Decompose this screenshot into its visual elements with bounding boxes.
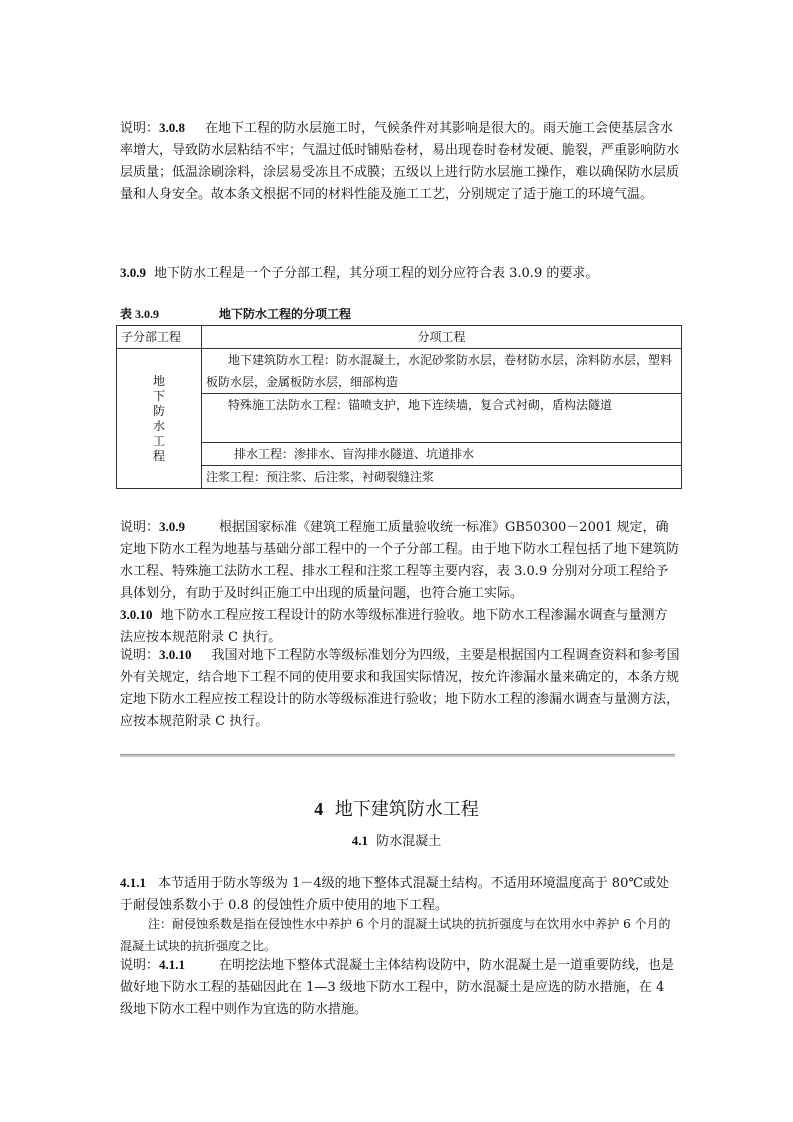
paragraph-3-0-9-explanation: 说明：3.0.9 根据国家标准《建筑工程施工质量验收统一标准》GB50300－2001 规定，确定地下防水工程为地基与基础分部工程中的一个子分部工程。由于地下防水工程包括了地下建筑防水工程、特殊施工法防水工程、排水工程和注浆工程等主要内容，表 3.0.9 分别对分项工程给予具体划分，有助于及时纠正施工中出现的质量问题，也符合施工实际。 — [120, 519, 680, 601]
section-divider — [120, 754, 675, 757]
table-cell: 注浆工程：预注浆、后注浆，衬砌裂缝注浆 — [202, 466, 682, 489]
group-cell — [117, 349, 202, 489]
group-label: 地下防水工程 — [152, 373, 165, 463]
table-row — [117, 349, 682, 394]
table-cell: 地下建筑防水工程：防水混凝土，水泥砂浆防水层，卷材防水层，涂料防水层，塑料板防水层，金属板防水层，细部构造 — [202, 349, 682, 394]
table-row — [117, 394, 682, 443]
clause-4-1-1: 4.1.1 本节适用于防水等级为 1－4级的地下整体式混凝土结构。不适用环境温度高于 80℃或处于耐侵蚀系数小于 0.8 的侵蚀性介质中使用的地下工程。 — [120, 875, 669, 913]
header-item: 分项工程 — [202, 326, 682, 349]
chapter-title: 4 地下建筑防水工程 — [314, 799, 479, 820]
clause-3-0-9: 3.0.9 地下防水工程是一个子分部工程，其分项工程的划分应符合表 3.0.9 的要求。 — [120, 265, 599, 281]
table-row — [117, 466, 682, 489]
header-sub-division: 子分部工程 — [117, 326, 202, 349]
note: 注：耐侵蚀系数是指在侵蚀性水中养护 6 个月的混凝土试块的抗折强度与在饮用水中养护 6 个月的混凝土试块的抗折强度之比。 — [120, 917, 671, 953]
table-header-row — [117, 326, 682, 349]
clause-3-0-10: 3.0.10 地下防水工程应按工程设计的防水等级标准进行验收。地下防水工程渗漏水调查与量测方法应按本规范附录 C 执行。 — [120, 607, 668, 645]
paragraph-4-1-1-explanation: 说明：4.1.1 在明挖法地下整体式混凝土主体结构设防中，防水混凝土是一道重要防线，也是做好地下防水工程的基础因此在 1—3 级地下防水工程中，防水混凝土是应选的防水措施，在 4 级地下防水工程中则作为宜选的防水措施。 — [120, 957, 675, 1017]
paragraph-3-0-10-explanation: 说明：3.0.10 我国对地下工程防水等级标准划分为四级，主要是根据国内工程调查资料和参考国外有关规定，结合地下工程不同的使用要求和我国实际情况，按允许渗漏水量来确定的，本条方规定地下防水工程应按工程设计的防水等级标准进行验收；地下防水工程的渗漏水调查与量测方法，应按本规范附录 C 执行。 — [120, 647, 680, 729]
paragraph-3-0-8-explanation: 说明：3.0.8 在地下工程的防水层施工时，气候条件对其影响是很大的。雨天施工会使基层含水率增大，导致防水层粘结不牢；气温过低时铺贴卷材，易出现卷时卷材发硬、脆裂，严重影响防水层质量；低温涂刷涂料，涂层易受冻且不成膜；五级以上进行防水层施工操作，难以确保防水层质量和人身安全。故本条文根据不同的材料性能及施工工艺，分别规定了适于施工的环境气温。 — [120, 120, 680, 202]
table-row — [117, 443, 682, 466]
section-title: 4.1 防水混凝土 — [351, 833, 442, 849]
table-cell: 排水工程：渗排水、盲沟排水隧道、坑道排水 — [202, 443, 682, 466]
subdivision-table — [116, 325, 682, 489]
table-caption: 表 3.0.9 地下防水工程的分项工程 — [120, 307, 352, 321]
table-cell: 特殊施工法防水工程：锚喷支护，地下连续墙，复合式衬砌，盾构法隧道 — [202, 394, 682, 443]
